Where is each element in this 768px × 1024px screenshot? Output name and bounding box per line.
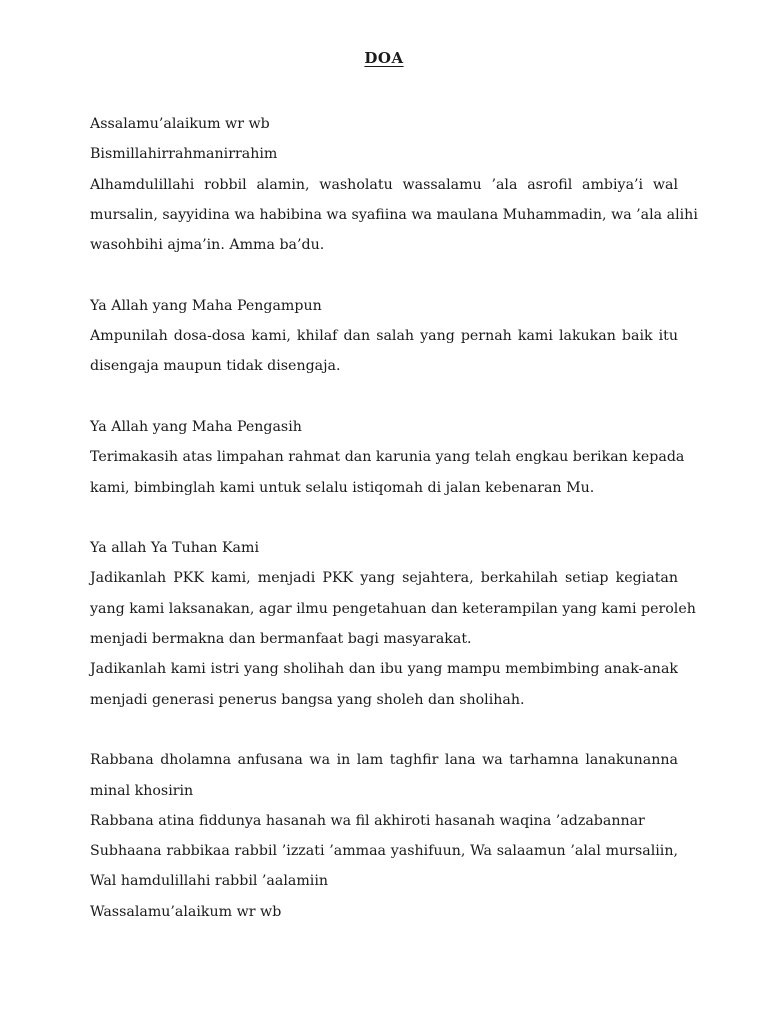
paragraph-gap xyxy=(90,382,678,412)
line-opening-3: wasohbihi ajma’in. Amma ba’du. xyxy=(90,237,325,254)
paragraph-pengampun xyxy=(90,291,678,382)
paragraph-gap xyxy=(90,715,678,745)
line-closing-2: minal khosirin xyxy=(90,782,194,799)
line-tuhan-kami-2: yang kami laksanakan, agar ilmu pengetahuan dan keterampilan yang kami peroleh xyxy=(90,600,696,617)
line-tuhan-kami-1: Jadikanlah PKK kami, menjadi PKK yang sejahtera, berkahilah setiap kegiatan xyxy=(90,570,678,587)
line-greeting: Assalamu’alaikum wr wb xyxy=(90,116,270,132)
line-tuhan-kami-4: Jadikanlah kami istri yang sholihah dan ibu yang mampu membimbing anak-anak xyxy=(90,661,678,678)
line-pengampun-1: Ampunilah dosa-dosa kami, khilaf dan salah yang pernah kami lakukan baik itu xyxy=(90,328,678,345)
paragraph-opening xyxy=(90,109,698,260)
line-opening-1: Alhamdulillahi robbil alamin, washolatu wassalamu ’ala asrofil ambiya’i wal xyxy=(90,176,678,193)
line-heading-tuhan-kami: Ya allah Ya Tuhan Kami xyxy=(90,540,259,557)
line-closing-5: Wal hamdulillahi rabbil ’aalamiin xyxy=(90,873,328,890)
document-page xyxy=(90,0,698,1024)
line-heading-pengasih: Ya Allah yang Maha Pengasih xyxy=(90,418,302,435)
line-tuhan-kami-5: menjadi generasi penerus bangsa yang sholeh dan sholihah. xyxy=(90,691,525,708)
line-opening-2: mursalin, sayyidina wa habibina wa syafiina wa maulana Muhammadin, wa ’ala alihi xyxy=(90,206,698,223)
paragraph-tuhan-kami xyxy=(90,533,696,715)
line-farewell: Wassalamu’alaikum wr wb xyxy=(90,903,282,920)
paragraph-gap xyxy=(90,260,678,290)
line-closing-3: Rabbana atina fiddunya hasanah wa fil akhiroti hasanah waqina ’adzabannar xyxy=(90,812,645,829)
paragraph-gap xyxy=(90,503,678,533)
line-closing-4: Subhaana rabbikaa rabbil ’izzati ’ammaa yashifuun, Wa salaamun ’alal mursaliin, xyxy=(90,843,678,860)
document-body xyxy=(90,109,698,927)
line-pengasih-2: kami, bimbinglah kami untuk selalu istiqomah di jalan kebenaran Mu. xyxy=(90,479,595,496)
document-title xyxy=(90,48,678,68)
document-title-text: DOA xyxy=(364,49,404,67)
line-heading-pengampun: Ya Allah yang Maha Pengampun xyxy=(90,297,322,314)
line-pengampun-2: disengaja maupun tidak disengaja. xyxy=(90,358,341,375)
line-tuhan-kami-3: menjadi bermakna dan bermanfaat bagi masyarakat. xyxy=(90,631,472,648)
paragraph-pengasih xyxy=(90,412,685,503)
line-basmalah: Bismillahirrahmanirrahim xyxy=(90,146,278,163)
line-pengasih-1: Terimakasih atas limpahan rahmat dan karunia yang telah engkau berikan kepada xyxy=(90,449,685,466)
line-closing-1: Rabbana dholamna anfusana wa in lam taghfir lana wa tarhamna lanakunanna xyxy=(90,752,678,769)
paragraph-closing xyxy=(90,745,678,927)
